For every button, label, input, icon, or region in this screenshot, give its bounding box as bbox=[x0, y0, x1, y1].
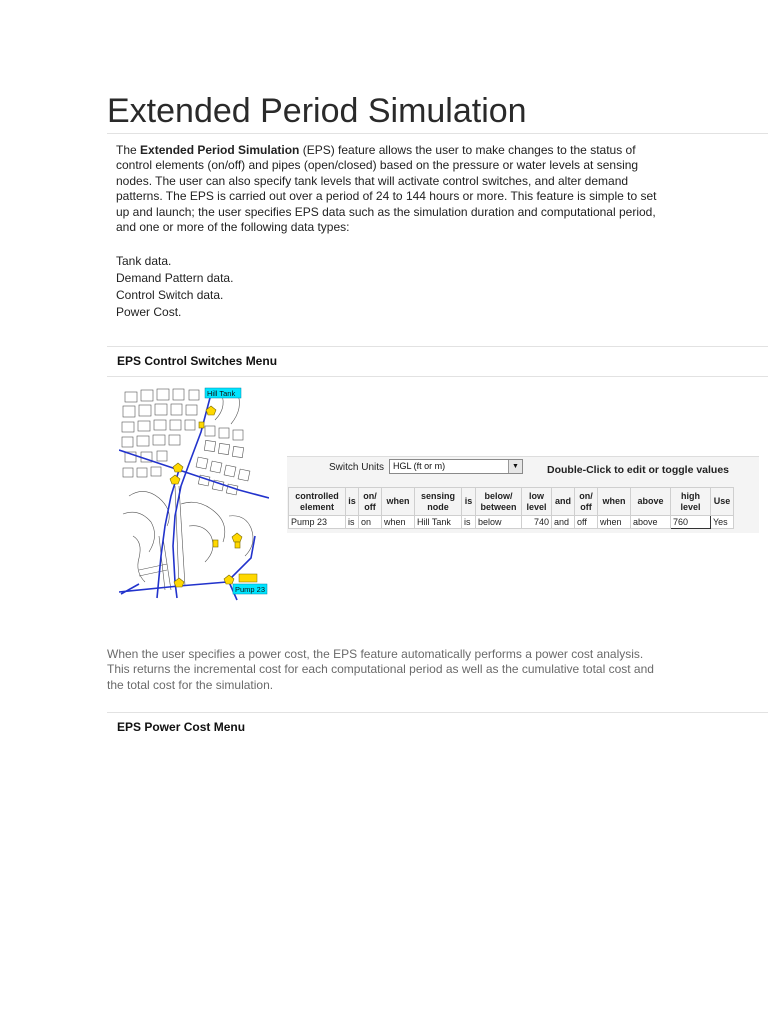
control-switches-heading: EPS Control Switches Menu bbox=[117, 354, 278, 368]
network-map-image bbox=[119, 386, 269, 601]
pump-23-text: Pump 23 bbox=[235, 585, 266, 594]
intro-bold-term: Extended Period Simulation bbox=[140, 143, 300, 157]
list-item: Control Switch data. bbox=[116, 288, 224, 302]
switch-units-select[interactable] bbox=[389, 459, 523, 474]
cell-above[interactable]: above bbox=[631, 516, 671, 529]
cell-when[interactable]: when bbox=[382, 516, 415, 529]
table-header-row bbox=[289, 488, 734, 516]
col-header-when: when bbox=[382, 488, 415, 516]
intro-rest: (EPS) feature allows the user to make changes to the status of control elements (on/off) and pipes (open/closed) based on the pressure or water levels at sensing nodes. The user can also specify tank levels that will activate control switches, and alter demand patterns. The EPS is carried out over a period of 24 to 144 hours or more. This feature is simple to set up and launch; the user specifies EPS data such as the simulation duration and computational period, and one or more of the following data types: bbox=[116, 143, 657, 235]
col-header-and: and bbox=[552, 488, 575, 516]
data-types-list bbox=[116, 253, 233, 321]
switch-units-label: Switch Units bbox=[329, 462, 385, 473]
intro-paragraph bbox=[116, 143, 661, 235]
col-header-when-2: when bbox=[598, 488, 631, 516]
col-header-use: Use bbox=[711, 488, 734, 516]
col-header-is: is bbox=[346, 488, 359, 516]
hill-tank-text: Hill Tank bbox=[207, 389, 236, 398]
switch-units-value: HGL (ft or m) bbox=[393, 461, 446, 471]
cell-high-level[interactable]: 760 bbox=[671, 516, 711, 529]
chevron-down-icon[interactable]: ▼ bbox=[508, 460, 522, 473]
power-cost-paragraph: When the user specifies a power cost, the EPS feature automatically performs a power cost analysis. This returns the incremental cost for each computational period as well as the cumulative total cost and the total cost for the simulation. bbox=[107, 647, 654, 692]
cell-is-2[interactable]: is bbox=[462, 516, 476, 529]
cell-on-off[interactable]: on bbox=[359, 516, 382, 529]
pump-icon bbox=[239, 574, 257, 582]
col-header-low-level: low level bbox=[522, 488, 552, 516]
section-divider bbox=[107, 376, 768, 377]
col-header-is-2: is bbox=[462, 488, 476, 516]
cell-low-level[interactable]: 740 bbox=[522, 516, 552, 529]
intro-lead: The bbox=[116, 143, 141, 157]
col-header-high-level: high level bbox=[671, 488, 711, 516]
cell-controlled-element[interactable]: Pump 23 bbox=[289, 516, 346, 529]
list-item: Tank data. bbox=[116, 254, 172, 268]
col-header-above: above bbox=[631, 488, 671, 516]
list-item: Power Cost. bbox=[116, 305, 182, 319]
section-divider bbox=[107, 712, 768, 713]
power-cost-heading: EPS Power Cost Menu bbox=[117, 720, 246, 734]
title-divider bbox=[107, 133, 768, 134]
col-header-on-off-2: on/ off bbox=[575, 488, 598, 516]
col-header-controlled-element: controlled element bbox=[289, 488, 346, 516]
cell-when-2[interactable]: when bbox=[598, 516, 631, 529]
section-divider bbox=[107, 346, 768, 347]
col-header-below-between: below/ between bbox=[476, 488, 522, 516]
hill-tank-label bbox=[205, 388, 241, 398]
col-header-sensing-node: sensing node bbox=[415, 488, 462, 516]
cell-below-between[interactable]: below bbox=[476, 516, 522, 529]
cell-sensing-node[interactable]: Hill Tank bbox=[415, 516, 462, 529]
control-switch-table bbox=[288, 487, 734, 529]
cell-use[interactable]: Yes bbox=[711, 516, 734, 529]
table-row[interactable] bbox=[289, 516, 734, 529]
cell-is[interactable]: is bbox=[346, 516, 359, 529]
cell-on-off-2[interactable]: off bbox=[575, 516, 598, 529]
col-header-on-off: on/ off bbox=[359, 488, 382, 516]
list-item: Demand Pattern data. bbox=[116, 271, 234, 285]
network-map-svg bbox=[119, 386, 269, 601]
page-title: Extended Period Simulation bbox=[107, 92, 527, 130]
switch-control-panel bbox=[287, 456, 759, 533]
cell-and[interactable]: and bbox=[552, 516, 575, 529]
edit-hint: Double-Click to edit or toggle values bbox=[547, 464, 730, 476]
